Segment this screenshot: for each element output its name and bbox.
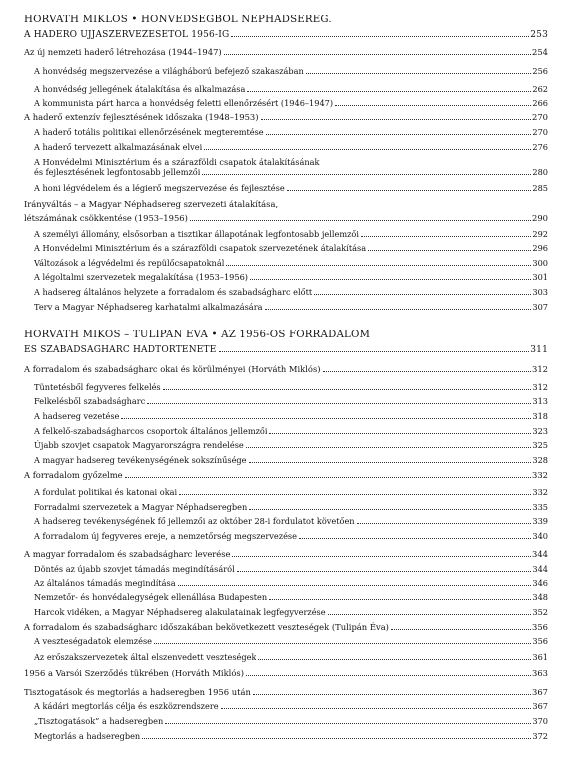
toc-section: A magyar forradalom és szabadságharc leverése 344 <box>24 549 548 559</box>
toc-subsection: A kommunista párt harca a honvédség feletti ellenőrzésért (1946–1947) 266 <box>34 98 548 108</box>
toc-section: Irányváltás – a Magyar Néphadsereg szervezeti átalakítása, <box>24 199 279 209</box>
toc-subsection: A Honvédelmi Minisztérium és a szárazföldi csapatok szervezetének átalakítása 296 <box>34 243 548 253</box>
chapter-heading: HORVÁTH MIKLÓS • HONVÉDSÉGBŐL NÉPHADSEREG. <box>24 15 332 25</box>
chapter-heading: HORVÁTH MIKÓS – TULIPÁN ÉVA • AZ 1956-OS FORRADALOM <box>24 330 371 340</box>
toc-subsection: A haderő tervezett alkalmazásának elvei 276 <box>34 142 548 152</box>
toc-subsection: Tüntetésből fegyveres felkelés 312 <box>34 382 548 392</box>
toc-subsection: A honvédség jellegének átalakítása és alkalmazása 262 <box>34 84 548 94</box>
toc-subsection: A forradalom új fegyveres ereje, a nemzetőrség megszervezése 340 <box>34 531 548 541</box>
toc-subsection: A Honvédelmi Minisztérium és a szárazföldi csapatok átalakításának <box>34 157 320 167</box>
toc-subsection: Döntés az újabb szovjet támadás megindításáról 344 <box>34 564 548 574</box>
toc-section: A forradalom és szabadságharc okai és körülményei (Horváth Miklós) 312 <box>24 364 548 374</box>
toc-subsection: A hadsereg általános helyzete a forradalom és szabadságharc előtt 303 <box>34 287 548 297</box>
toc-section: A haderő extenzív fejlesztésének időszaka (1948–1953) 270 <box>24 112 548 122</box>
toc-subsection: Az erőszakszervezetek által elszenvedett veszteségek 361 <box>34 652 548 662</box>
toc-subsection: A személyi állomány, elsősorban a tisztikar állapotának legfontosabb jellemzői 292 <box>34 229 548 239</box>
toc-section: Az új nemzeti haderő létrehozása (1944–1947) 254 <box>24 47 548 57</box>
toc-subsection: A hadsereg tevékenységének fő jellemzői az október 28-i fordulatot követően 339 <box>34 516 548 526</box>
toc-subsection: A fordulat politikai és katonai okai 332 <box>34 487 548 497</box>
chapter-heading: ÉS SZABADSÁGHARC HADTÖRTÉNETE 311 <box>24 345 548 355</box>
chapter-heading: A HADERŐ ÚJJÁSZERVEZÉSÉTŐL 1956-IG 253 <box>24 30 548 40</box>
toc-section: létszámának csökkentése (1953–1956) 290 <box>24 213 548 223</box>
toc-subsection: A honi légvédelem és a légierő megszervezése és fejlesztése 285 <box>34 183 548 193</box>
toc-subsection: és fejlesztésének legfontosabb jellemzői 280 <box>34 167 548 177</box>
toc-subsection: Forradalmi szervezetek a Magyar Néphadseregben 335 <box>34 502 548 512</box>
toc-subsection: Felkelésből szabadságharc 313 <box>34 396 548 406</box>
toc-section: Tisztogatások és megtorlás a hadseregben 1956 után 367 <box>24 687 548 697</box>
toc-subsection: A veszteségadatok elemzése 356 <box>34 636 548 646</box>
toc-subsection: A hadsereg vezetése 318 <box>34 411 548 421</box>
toc-subsection: Az általános támadás megindítása 346 <box>34 578 548 588</box>
toc-subsection: A légoltalmi szervezetek megalakítása (1953–1956) 301 <box>34 272 548 282</box>
toc-section: 1956 a Varsói Szerződés tükrében (Horváth Miklós) 363 <box>24 668 548 678</box>
toc-subsection: A felkelő-szabadságharcos csoportok általános jellemzői 323 <box>34 426 548 436</box>
toc-subsection: Harcok vidéken, a Magyar Néphadsereg alakulatainak legfegyverzése 352 <box>34 607 548 617</box>
toc-subsection: Terv a Magyar Néphadsereg karhatalmi alkalmazására 307 <box>34 302 548 312</box>
toc-subsection: Nemzetőr- és honvédalegységek ellenállása Budapesten 348 <box>34 592 548 602</box>
toc-subsection: Változások a légvédelmi és repülőcsapatoknál 300 <box>34 258 548 268</box>
toc-subsection: Újabb szovjet csapatok Magyarországra rendelése 325 <box>34 440 548 450</box>
toc-subsection: A haderő totális politikai ellenőrzésének megteremtése 270 <box>34 127 548 137</box>
toc-subsection: Megtorlás a hadseregben 372 <box>34 731 548 741</box>
toc-subsection: A magyar hadsereg tevékenységének sokszínűsége 328 <box>34 455 548 465</box>
toc-subsection: A kádári megtorlás célja és eszközrendszere 367 <box>34 701 548 711</box>
toc-section: A forradalom és szabadságharc időszakában bekövetkezett veszteségek (Tulipán Éva) 356 <box>24 622 548 632</box>
toc-subsection: A honvédség megszervezése a világháború befejező szakaszában 256 <box>34 66 548 76</box>
toc-subsection: „Tisztogatások” a hadseregben 370 <box>34 716 548 726</box>
toc-section: A forradalom győzelme 332 <box>24 470 548 480</box>
